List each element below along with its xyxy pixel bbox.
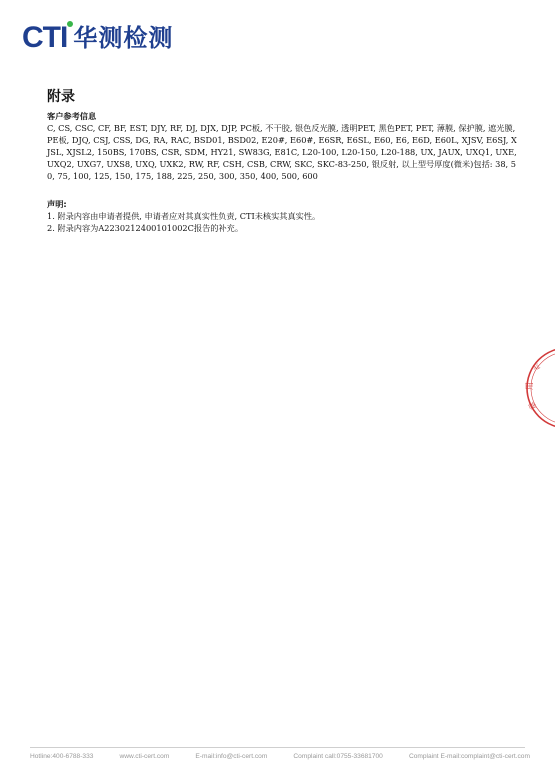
footer-divider	[30, 747, 525, 748]
statement-line-2: 2. 附录内容为A2230212400101002C报告的补充。	[47, 223, 244, 233]
company-logo	[22, 20, 173, 56]
footer-website[interactable]: www.cti-cert.com	[119, 753, 170, 760]
page-title: 附录	[47, 89, 75, 105]
logo-dot-icon	[67, 21, 73, 27]
page-footer	[30, 753, 530, 760]
footer-complaint-email[interactable]: Complaint E-mail:complaint@cti-cert.com	[408, 753, 530, 760]
svg-text:专: 专	[530, 361, 543, 373]
footer-email[interactable]: E-mail:info@cti-cert.com	[195, 753, 268, 760]
logo-cti-text: CTI	[22, 21, 68, 54]
footer-complaint-call: Complaint call:0755-33681700	[293, 753, 383, 760]
customer-reference-text: C, CS, CSC, CF, BF, EST, DJY, RF, DJ, DJX, DJP, PC板, 不干胶, 银色反光膜, 透明PET, 黑色PET, PET, 薄膜, 保护膜, 遮光膜, PE板, DJQ, CSJ, CSS, DG, RA, RAC, BSD01, BSD02, E20#, E60#, E6SR, E6SL, E60, E6, E6D, E60L, XJSV, E6SJ, XJSL, XJSL2, 150BS, 170BS, CSR, SDM, HY21, SW83G, E81C, L20-100, L20-150, L20-188, UX, JAUX, UXQ1, UXE, UXQ2, UXG7, UXS8, UXQ, UXK2, RW, RF, CSH, CSB, CRW, SKC, SKC-83-250, 银反射, 以上型号厚度(微米)包括: 38, 50, 75, 100, 125, 150, 175, 188, 225, 250, 300, 350, 400, 500, 600	[47, 123, 517, 181]
logo-chinese-name: 华测检测	[73, 24, 174, 52]
footer-hotline: Hotline:400-6788-333	[30, 753, 94, 760]
customer-reference-heading: 客户参考信息	[47, 111, 97, 121]
seal-stamp-icon	[525, 346, 555, 430]
statement-heading: 声明:	[47, 199, 67, 209]
appendix-content	[47, 110, 517, 234]
svg-text:章: 章	[526, 400, 539, 412]
statement-line-1: 1. 附录内容由申请者提供, 申请者应对其真实性负责, CTI未核实其真实性。	[47, 211, 321, 221]
svg-text:用: 用	[525, 382, 534, 390]
